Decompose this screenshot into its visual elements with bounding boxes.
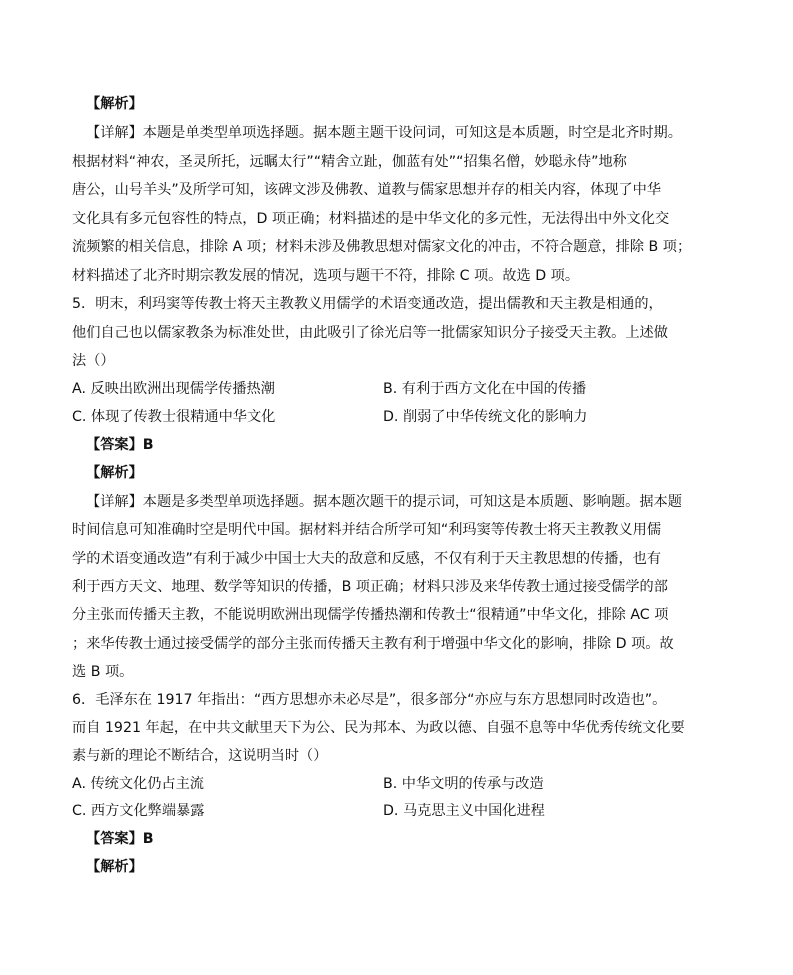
option-b: B. 中华文明的传承与改造 [383, 776, 544, 792]
explanation-line: ；来华传教士通过接受儒学的部分主张而传播天主教有利于增强中华文化的影响，排除 D 项。故 [72, 636, 674, 652]
analysis-heading: 【解析】 [86, 859, 143, 875]
analysis-heading: 【解析】 [86, 465, 143, 481]
option-a: A. 传统文化仍占主流 [72, 776, 204, 792]
explanation-line: 时间信息可知准确时空是明代中国。据材料并结合所学可知“利玛窦等传教士将天主教教义用儒 [72, 522, 662, 538]
question-stem: 素与新的理论不断结合，这说明当时（） [72, 748, 328, 764]
explanation-line: 分主张而传播天主教，不能说明欧洲出现儒学传播热潮和传教士“很精通”中华文化，排除 AC 项 [72, 607, 669, 623]
option-a: A. 反映出欧洲出现儒学传播热潮 [72, 381, 275, 397]
explanation-line: 流频繁的相关信息，排除 A 项；材料未涉及佛教思想对儒家文化的冲击，不符合题意，排除 B 项； [72, 239, 692, 255]
option-d: D. 马克思主义中国化进程 [383, 803, 545, 819]
explanation-line: 利于西方天文、地理、数学等知识的传播，B 项正确；材料只涉及来华传教士通过接受儒学的部 [72, 579, 668, 595]
analysis-heading: 【解析】 [86, 96, 143, 112]
answer-line: 【答案】B [86, 831, 154, 847]
explanation-line: 文化具有多元包容性的特点，D 项正确；材料描述的是中华文化的多元性，无法得出中外文化交 [72, 211, 670, 227]
question-stem: 6．毛泽东在 1917 年指出：“西方思想亦未必尽是”，很多部分“亦应与东方思想同时改造也”。 [72, 692, 667, 708]
explanation-line: 【详解】本题是多类型单项选择题。据本题次题干的提示词，可知这是本质题、影响题。据本题 [86, 494, 682, 510]
explanation-line: 选 B 项。 [72, 664, 134, 680]
explanation-line: 学的术语变通改造”有利于减少中国士大夫的敌意和反感，不仅有利于天主教思想的传播，也有 [72, 551, 662, 567]
question-stem: 法（） [72, 353, 115, 369]
option-b: B. 有利于西方文化在中国的传播 [383, 381, 587, 397]
explanation-line: 根据材料“神农，圣灵所托，远瞩太行”“精舍立趾，伽蓝有处”“招集名僧，妙聪永侍”地称 [72, 154, 627, 170]
explanation-line: 材料描述了北齐时期宗教发展的情况，选项与题干不符，排除 C 项。故选 D 项。 [72, 268, 580, 284]
question-stem: 他们自己也以儒家教条为标准处世，由此吸引了徐光启等一批儒家知识分子接受天主教。上述做 [72, 325, 668, 341]
answer-line: 【答案】B [86, 437, 154, 453]
option-c: C. 西方文化弊端暴露 [72, 803, 205, 819]
option-c: C. 体现了传教士很精通中华文化 [72, 409, 276, 425]
explanation-line: 【详解】本题是单类型单项选择题。据本题主题干设问词，可知这是本质题，时空是北齐时期。 [86, 125, 682, 141]
question-stem: 而自 1921 年起，在中共文献里天下为公、民为邦本、为政以德、自强不息等中华优秀传统文化要 [72, 720, 685, 736]
question-stem: 5．明末，利玛窦等传教士将天主教教义用儒学的术语变通改造，提出儒教和天主教是相通的， [72, 296, 663, 312]
option-d: D. 削弱了中华传统文化的影响力 [383, 409, 588, 425]
explanation-line: 唐公，山号羊头”及所学可知，该碑文涉及佛教、道教与儒家思想并存的相关内容，体现了中华 [72, 182, 662, 198]
